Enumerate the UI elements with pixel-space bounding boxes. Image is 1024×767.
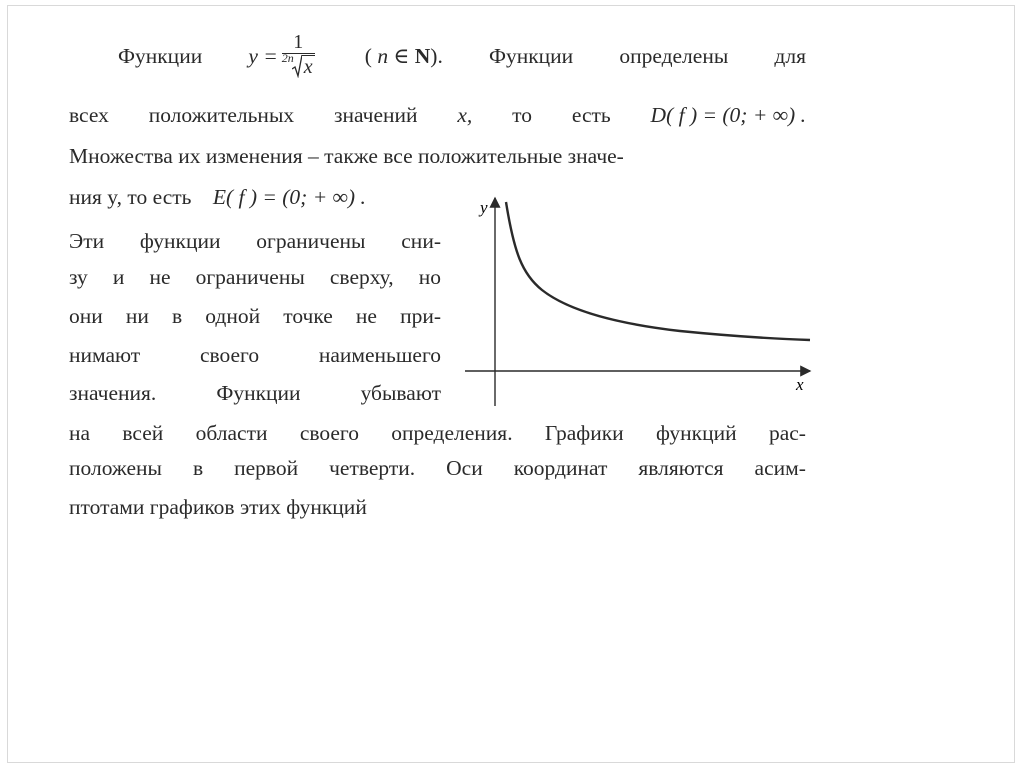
word: в bbox=[192, 456, 204, 480]
fraction-denominator bbox=[281, 50, 315, 78]
root-radicand: x bbox=[303, 55, 313, 78]
paragraph-line-5 bbox=[69, 227, 441, 255]
word: на bbox=[69, 421, 91, 445]
word: но bbox=[418, 265, 441, 289]
fraction bbox=[282, 31, 315, 78]
word: наименьшего bbox=[318, 343, 441, 367]
word: области bbox=[195, 421, 268, 445]
line-text: ния y, то есть bbox=[69, 185, 192, 209]
word: то bbox=[512, 103, 533, 127]
element-of-symbol: ∈ bbox=[393, 44, 410, 68]
paragraph-line-12 bbox=[69, 493, 367, 521]
word: ограничены bbox=[256, 229, 366, 253]
paragraph-line-6 bbox=[69, 263, 441, 291]
range-formula: E( f ) = (0; + ∞) . bbox=[212, 185, 366, 209]
paren-close: ). bbox=[430, 44, 443, 68]
word: своего bbox=[299, 421, 359, 445]
word: в bbox=[172, 304, 183, 328]
word: убывают bbox=[360, 381, 441, 405]
condition bbox=[365, 42, 443, 70]
word: всей bbox=[122, 421, 164, 445]
word: асим- bbox=[754, 456, 806, 480]
word: четверти. bbox=[329, 456, 416, 480]
word: они bbox=[69, 304, 103, 328]
word: положены bbox=[69, 456, 162, 480]
word: являются bbox=[638, 456, 724, 480]
word: положительных bbox=[148, 103, 295, 127]
word: при- bbox=[400, 304, 441, 328]
word: функций bbox=[656, 421, 737, 445]
word: Функции bbox=[118, 44, 203, 68]
x-axis-label: x bbox=[796, 375, 804, 394]
word: ограничены bbox=[195, 265, 305, 289]
word: первой bbox=[234, 456, 299, 480]
word: ни bbox=[125, 304, 149, 328]
word: всех bbox=[69, 103, 109, 127]
word: Функции bbox=[216, 381, 301, 405]
word: рас- bbox=[768, 421, 806, 445]
function-formula bbox=[248, 30, 318, 80]
y-axis-label: y bbox=[480, 198, 488, 217]
paren-open: ( bbox=[364, 44, 372, 68]
word: не bbox=[149, 265, 171, 289]
line-text: птотами графиков этих функций bbox=[69, 495, 367, 519]
paragraph-line-7 bbox=[69, 302, 441, 330]
word: определены bbox=[619, 44, 729, 68]
word: функции bbox=[139, 229, 221, 253]
word: сверху, bbox=[329, 265, 394, 289]
word: для bbox=[774, 44, 806, 68]
fraction-numerator: 1 bbox=[293, 30, 304, 53]
paragraph-line-11 bbox=[69, 454, 806, 482]
word: Графики bbox=[544, 421, 624, 445]
root-index: 2n bbox=[281, 50, 294, 65]
word: зу bbox=[69, 265, 88, 289]
line-text: Множества их изменения – также все положительные значе- bbox=[69, 144, 624, 168]
paragraph-line-2 bbox=[69, 101, 806, 129]
word: есть bbox=[571, 103, 611, 127]
paragraph-line-9 bbox=[69, 379, 441, 407]
formula-lhs: y = bbox=[248, 44, 278, 68]
word: точке bbox=[283, 304, 333, 328]
var-n: n bbox=[377, 44, 389, 68]
paragraph-line-1 bbox=[118, 30, 806, 78]
word: не bbox=[355, 304, 377, 328]
word: координат bbox=[513, 456, 608, 480]
word: нимают bbox=[69, 343, 141, 367]
word: своего bbox=[199, 343, 260, 367]
word: x, bbox=[457, 103, 473, 127]
word: одной bbox=[205, 304, 261, 328]
function-graph bbox=[460, 192, 820, 412]
paragraph-line-10 bbox=[69, 419, 806, 447]
function-curve bbox=[506, 202, 810, 340]
paragraph-line-3 bbox=[69, 142, 624, 170]
word: и bbox=[112, 265, 125, 289]
natural-set-symbol: N bbox=[414, 44, 431, 68]
word: значений bbox=[333, 103, 418, 127]
word: Оси bbox=[446, 456, 483, 480]
domain-formula: D( f ) = (0; + ∞) . bbox=[650, 103, 806, 127]
paragraph-line-8 bbox=[69, 341, 441, 369]
word: сни- bbox=[401, 229, 441, 253]
word: значения. bbox=[69, 381, 157, 405]
word: Функции bbox=[488, 44, 574, 68]
paragraph-line-4 bbox=[69, 183, 366, 211]
word: Эти bbox=[69, 229, 105, 253]
word: определения. bbox=[391, 421, 513, 445]
